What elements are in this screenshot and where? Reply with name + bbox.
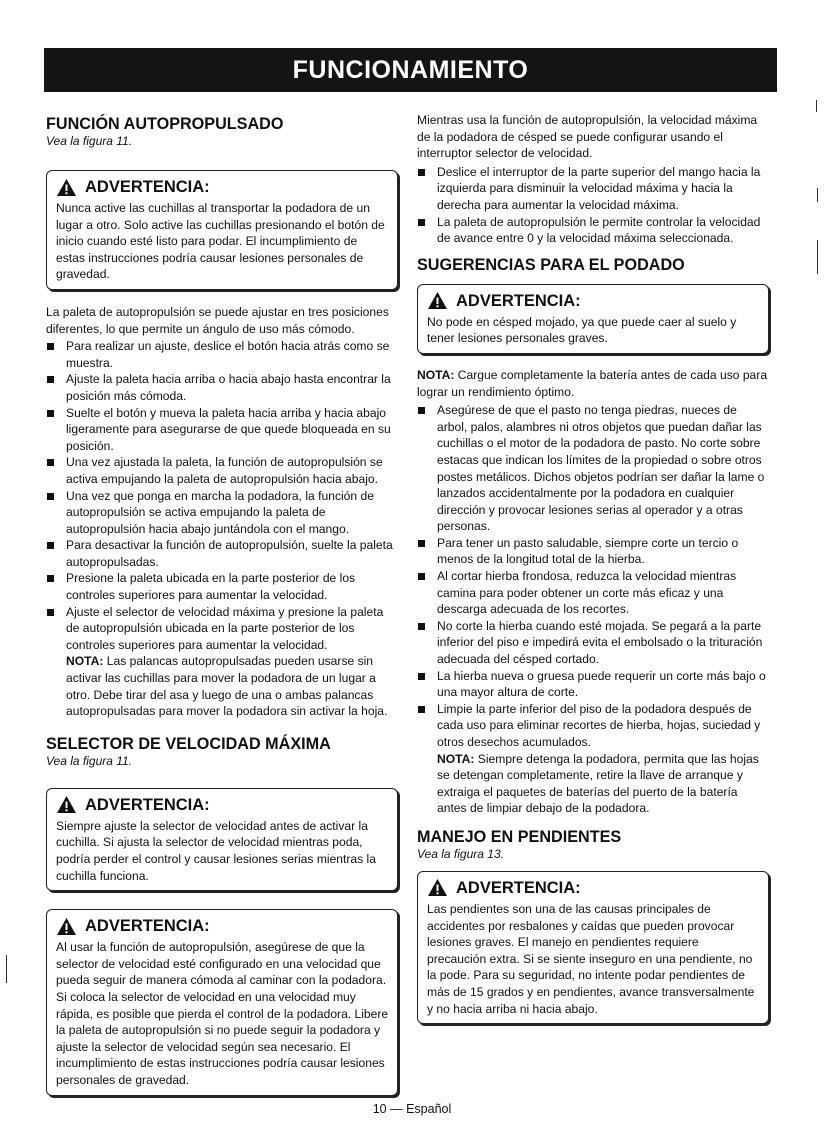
scan-mark <box>817 188 818 202</box>
list-item: La hierba nueva o gruesa puede requerir un corte más bajo o una mayor altura de corte. <box>417 668 769 701</box>
figure-reference: Vea la figura 11. <box>46 753 133 768</box>
note-text: Siempre detenga la podadora, permita que las hojas se detengan completamente, retire la llave de arranque y extraiga el paquetes de baterías del puerto de la batería antes de limpiar debajo de la podadora. <box>437 751 759 816</box>
warning-triangle-icon <box>56 917 77 936</box>
warning-triangle-icon <box>56 178 77 197</box>
warning-box <box>417 871 769 1024</box>
warning-text: Nunca active las cuchillas al transportar la podadora de un lugar a otro. Solo active las cuchillas presionando el botón de inicio cuando esté listo para podar. El incumplimiento de estas instrucciones podría causar lesiones personales de gravedad. <box>56 201 385 282</box>
warning-box <box>417 284 769 354</box>
warning-text: Las pendientes son una de las causas principales de accidentes por resbalones y caídas que pueden provocar lesiones graves. El manejo en pendientes requiere precaución extra. Si se siente inseguro en una pendiente, no la pode. Para su seguridad, no intente podar pendientes de más de 15 grados y en pendientes, avance transversalmente y no hacia arriba ni hacia abajo. <box>427 901 755 1016</box>
figure-reference: Vea la figura 11. <box>46 134 133 148</box>
list-item: Para desactivar la función de autopropulsión, suelte la paleta autopropulsadas. <box>46 537 398 570</box>
warning-label: ADVERTENCIA: <box>456 878 581 897</box>
warning-label: ADVERTENCIA: <box>85 917 210 936</box>
list-item: La paleta de autopropulsión le permite controlar la velocidad de avance entre 0 y la velocidad máxima seleccionada. <box>417 214 769 247</box>
warning-text: Al usar la función de autopropulsión, asegúrese de que la selector de velocidad esté configurado en una velocidad que pueda seguir de manera cómoda al caminar con la podadora. Si coloca la selector de velocidad en una velocidad muy rápida, es posible que pierda el control de la podadora. Libere la paleta de autopropulsión si no puede seguir la podadora y ajuste la selector de velocidad según sea necesario. El incumplimiento de estas instrucciones podría causar lesiones personales de gravedad. <box>56 940 389 1087</box>
bullet-list <box>46 338 398 653</box>
list-item: Asegúrese de que el pasto no tenga piedras, nueces de arbol, palos, alambres ni otros objetos que puedan dañar las cuchillas o el motor de la podadora de pasto. No corte sobre estacas que indican los límites de la propiedad o sobre otros postes metálicos. Dichos objetos podrían ser dañar la lame o lanzados accidentalmente por la podadora en cualquier dirección y provocar lesiones serias al operador y a otras personas. <box>417 402 769 535</box>
list-item: Ajuste la paleta hacia arriba o hacia abajo hasta encontrar la posición más cómoda. <box>46 371 398 404</box>
right-column <box>417 112 769 1024</box>
list-item: Al cortar hierba frondosa, reduzca la velocidad mientras camina para poder obtener un corte más eficaz y una descarga adecuada de los recortes. <box>417 568 769 618</box>
warning-box <box>46 788 398 891</box>
warning-triangle-icon <box>427 878 448 897</box>
warning-heading <box>56 176 389 198</box>
bullet-list <box>417 402 769 750</box>
warning-text: Siempre ajuste la selector de velocidad antes de activar la cuchilla. Si ajusta la selector de velocidad mientras poda, podría perder el control y causar lesiones serias mientras la cuchilla funciona. <box>56 818 376 883</box>
warning-heading <box>56 915 389 937</box>
list-item: Presione la paleta ubicada en la parte posterior de los controles superiores para aumentar la velocidad. <box>46 570 398 603</box>
page-title: FUNCIONAMIENTO <box>292 56 529 84</box>
warning-triangle-icon <box>427 291 448 310</box>
page-header-bar <box>44 48 777 92</box>
list-item: Limpie la parte inferior del piso de la podadora después de cada uso para eliminar recortes de hierba, hojas, suciedad y otros desechos acumulados. <box>417 701 769 751</box>
list-item: Deslice el interruptor de la parte superior del mango hacia la izquierda para disminuir la velocidad máxima y hacia la derecha para aumentar la velocidad máxima. <box>417 164 769 214</box>
list-item: Una vez que ponga en marcha la podadora, la función de autopropulsión se activa empujando la paleta de autopropulsión hacia abajo juntándola con el mango. <box>46 488 398 538</box>
scan-mark <box>6 955 7 983</box>
warning-text: No pode en césped mojado, ya que puede caer al suelo y tener lesiones personales graves. <box>427 314 737 346</box>
note-text: Cargue completamente la batería antes de cada uso para lograr un rendimiento óptimo. <box>417 367 768 399</box>
section-title-pendientes: MANEJO EN PENDIENTES <box>417 827 622 846</box>
section-title-sugerencias: SUGERENCIAS PARA EL PODADO <box>417 255 685 274</box>
note <box>46 653 398 719</box>
list-item: Para realizar un ajuste, deslice el botón hacia atrás como se muestra. <box>46 338 398 371</box>
left-column <box>46 115 398 1096</box>
section-title-autopropulsado: FUNCIÓN AUTOPROPULSADO <box>46 115 284 133</box>
note-label: NOTA: <box>66 654 104 669</box>
list-item: Una vez ajustada la paleta, la función de autopropulsión se activa empujando la paleta de autopropulsión hacia abajo. <box>46 454 398 487</box>
warning-label: ADVERTENCIA: <box>85 178 210 196</box>
warning-heading <box>427 290 760 312</box>
list-item: No corte la hierba cuando esté mojada. Se pegará a la parte inferior del piso e impedirá evita el embolsado o la trituración adecuada del césped cortado. <box>417 618 769 668</box>
warning-label: ADVERTENCIA: <box>456 291 581 310</box>
scan-mark <box>816 100 817 112</box>
note-label: NOTA: <box>437 751 475 766</box>
page-number: 10 — Español <box>372 1102 452 1116</box>
list-item: Ajuste el selector de velocidad máxima y presione la paleta de autopropulsión ubicada en la parte posterior de los controles superiores para aumentar la velocidad. <box>46 604 398 654</box>
note-label: NOTA: <box>417 367 455 382</box>
note <box>417 751 769 817</box>
bullet-list <box>417 164 769 247</box>
note-text: Las palancas autopropulsadas pueden usarse sin activar las cuchillas para mover la podadora de un lugar a otro. Debe tirar del asa y luego de una o ambas palancas autopropulsadas para mover la podadora sin activar la hoja. <box>66 654 388 719</box>
warning-box <box>46 170 398 290</box>
section-title-selector: SELECTOR DE VELOCIDAD MÁXIMA <box>46 734 331 753</box>
list-item: Suelte el botón y mueva la paleta hacia arriba y hacia abajo ligeramente para asegurarse de que quede bloqueada en su posición. <box>46 405 398 455</box>
warning-heading <box>427 877 760 899</box>
paragraph: Mientras usa la función de autopropulsión, la velocidad máxima de la podadora de césped se puede configurar usando el interruptor selector de velocidad. <box>417 113 758 161</box>
scan-mark <box>817 240 818 274</box>
note <box>417 367 769 400</box>
page-footer <box>0 1102 824 1116</box>
list-item: Para tener un pasto saludable, siempre corte un tercio o menos de la longitud total de la hierba. <box>417 535 769 568</box>
warning-heading <box>56 794 389 816</box>
warning-label: ADVERTENCIA: <box>85 795 210 814</box>
warning-triangle-icon <box>56 795 77 814</box>
figure-reference: Vea la figura 13. <box>417 846 504 861</box>
paragraph: La paleta de autopropulsión se puede ajustar en tres posiciones diferentes, lo que permite un ángulo de uso más cómodo. <box>46 304 389 336</box>
warning-box <box>46 909 398 1095</box>
